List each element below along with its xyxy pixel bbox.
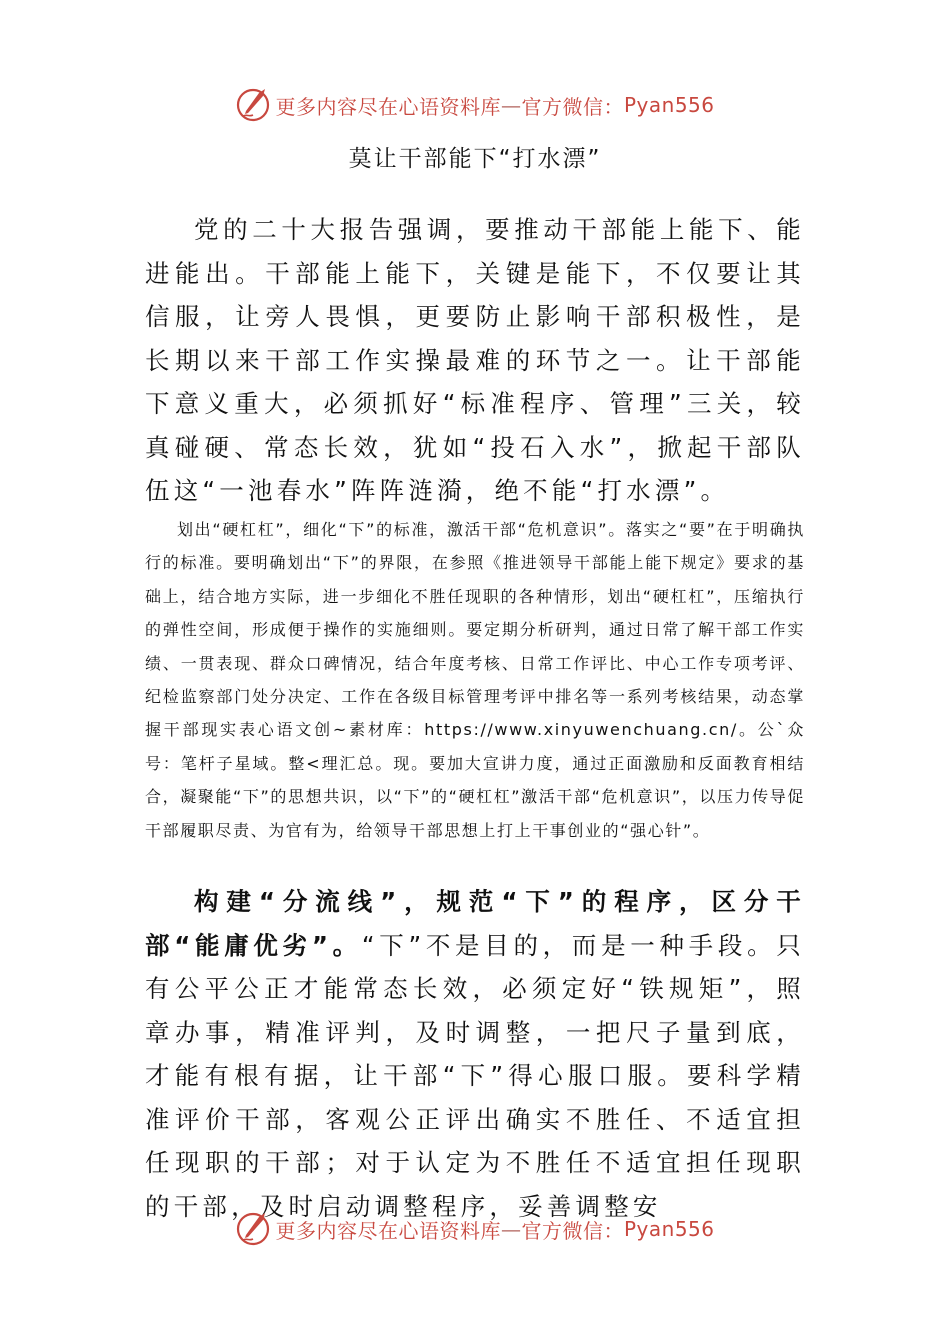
paragraph-procedure — [145, 880, 805, 1228]
banner-brand-text: 更多内容尽在心语资料库 — [275, 94, 501, 119]
quill-pen-logo-icon — [235, 87, 271, 123]
banner-brand-text: 更多内容尽在心语资料库 — [275, 1218, 501, 1243]
article-title: 莫让干部能下“打水漂” — [348, 146, 602, 172]
header-watermark-banner — [0, 80, 950, 130]
paragraph-procedure-lead: 构建“分流线”，规范“下”的程序，区分干部“能庸优劣”。 — [145, 887, 805, 960]
banner-wechat-label: 官方微信： — [521, 94, 624, 119]
banner-wechat-id: Pyan556 — [623, 93, 715, 117]
footer-watermark-banner — [0, 1204, 950, 1254]
quill-pen-logo-icon — [235, 1211, 271, 1247]
banner-wechat-id: Pyan556 — [623, 1217, 715, 1241]
banner-wechat-label: 官方微信： — [521, 1218, 624, 1243]
paragraph-procedure-body: “下”不是目的，而是一种手段。只有公平公正才能常态长效，必须定好“铁规矩”，照章办事，精准评判，及时调整，一把尺子量到底，才能有根有据，让干部“下”得心服口服。要科学精准评价干部，客观公正评出确实不胜任、不适宜担任现职的干部；对于认定为不胜任不适宜担任现职的干部，及时启动调整程序，妥善调整安 — [145, 930, 805, 1221]
paragraph-standards: 划出“硬杠杠”，细化“下”的标准，激活干部“危机意识”。落实之“要”在于明确执行的标准。要明确划出“下”的界限，在参照《推进领导干部能上能下规定》要求的基础上，结合地方实际，进一步细化不胜任现职的各种情形，划出“硬杠杠”，压缩执行的弹性空间，形成便于操作的实施细则。要定期分析研判，通过日常了解干部工作实绩、一贯表现、群众口碑情况，结合年度考核、日常工作评比、中心工作专项考评、纪检监察部门处分决定、工作在各级目标管理考评中排名等一系列考核结果，动态掌握干部现实表心语文创~素材库：https://www.xinyuwenchuang.cn/。公`众号：笔杆子星域。整<理汇总。现。要加大宣讲力度，通过正面激励和反面教育相结合，凝聚能“下”的思想共识，以“下”的“硬杠杠”激活干部“危机意识”，以压力传导促干部履职尽责、为官有为，给领导干部思想上打上干事创业的“强心针”。 — [145, 520, 805, 840]
banner-separator: — — [500, 1217, 522, 1241]
banner-separator: — — [500, 93, 522, 117]
paragraph-intro: 党的二十大报告强调，要推动干部能上能下、能进能出。干部能上能下，关键是能下，不仅要让其信服，让旁人畏惧，更要防止影响干部积极性，是长期以来干部工作实操最难的环节之一。让干部能下意义重大，必须抓好“标准程序、管理”三关，较真碰硬、常态长效，犹如“投石入水”，掀起干部队伍这“一池春水”阵阵涟漪，绝不能“打水漂”。 — [145, 215, 805, 505]
